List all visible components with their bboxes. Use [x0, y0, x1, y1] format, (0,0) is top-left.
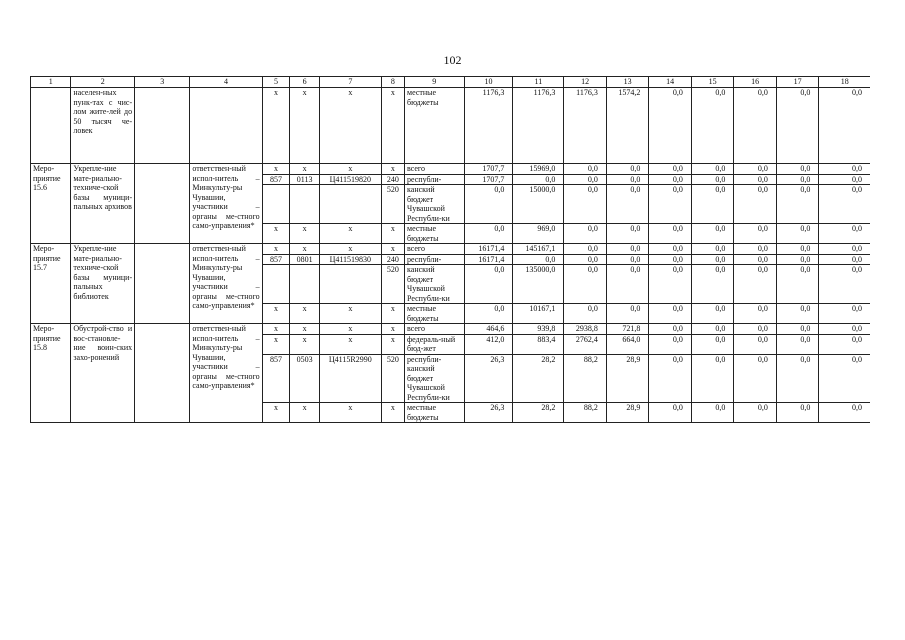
source-cell: всего	[405, 244, 465, 255]
value-cell: 0,0	[819, 224, 870, 244]
header-cell: 9	[405, 77, 465, 88]
source-cell: республи-канский бюджет Чувашской Республи-ки	[405, 354, 465, 403]
value-cell: 0,0	[734, 185, 777, 224]
source-cell: республи-	[405, 174, 465, 185]
value-cell: 0,0	[819, 334, 870, 354]
value-cell: 0,0	[734, 174, 777, 185]
code-cell: x	[381, 403, 404, 423]
value-cell: 0,0	[606, 174, 649, 185]
code-cell	[262, 185, 290, 224]
value-cell: 0,0	[776, 224, 819, 244]
code-cell: x	[381, 304, 404, 324]
value-cell: 0,0	[649, 88, 692, 164]
code-cell: x	[290, 403, 320, 423]
value-cell: 0,0	[776, 324, 819, 335]
measure-number	[31, 88, 71, 164]
code-cell: x	[290, 324, 320, 335]
value-cell: 0,0	[564, 174, 607, 185]
value-cell: 883,4	[513, 334, 564, 354]
code-cell: x	[320, 334, 382, 354]
value-cell: 0,0	[734, 324, 777, 335]
value-cell: 0,0	[734, 334, 777, 354]
value-cell: 1176,3	[564, 88, 607, 164]
value-cell: 664,0	[606, 334, 649, 354]
header-cell: 18	[819, 77, 870, 88]
header-cell: 15	[691, 77, 734, 88]
value-cell: 0,0	[649, 324, 692, 335]
code-cell: x	[320, 324, 382, 335]
code-cell: Ц411519830	[320, 254, 382, 265]
value-cell: 0,0	[606, 304, 649, 324]
value-cell: 16171,4	[464, 244, 513, 255]
value-cell: 1574,2	[606, 88, 649, 164]
code-cell: 240	[381, 174, 404, 185]
value-cell: 939,8	[513, 324, 564, 335]
header-cell: 1	[31, 77, 71, 88]
column-3-cell	[135, 164, 190, 244]
value-cell: 1176,3	[464, 88, 513, 164]
value-cell: 0,0	[606, 254, 649, 265]
value-cell: 0,0	[564, 164, 607, 175]
value-cell: 0,0	[776, 403, 819, 423]
value-cell: 1707,7	[464, 174, 513, 185]
value-cell: 0,0	[564, 224, 607, 244]
value-cell: 0,0	[734, 224, 777, 244]
value-cell: 0,0	[819, 174, 870, 185]
executor: ответствен-ный испол-нитель – Минкульту-ры Чувашии, участники – органы ме-стного само-управления*	[190, 164, 262, 244]
budget-table	[30, 76, 870, 423]
value-cell: 0,0	[649, 403, 692, 423]
header-cell: 5	[262, 77, 290, 88]
code-cell: 857	[262, 254, 290, 265]
value-cell: 0,0	[776, 88, 819, 164]
value-cell: 0,0	[513, 254, 564, 265]
source-cell: федераль-ный бюд-жет	[405, 334, 465, 354]
value-cell: 28,9	[606, 354, 649, 403]
code-cell: x	[262, 224, 290, 244]
code-cell: 0113	[290, 174, 320, 185]
value-cell: 0,0	[464, 224, 513, 244]
value-cell: 0,0	[606, 185, 649, 224]
value-cell: 2938,8	[564, 324, 607, 335]
value-cell: 0,0	[691, 304, 734, 324]
value-cell: 0,0	[734, 265, 777, 304]
value-cell: 0,0	[734, 88, 777, 164]
page-number: 102	[443, 53, 462, 67]
value-cell: 0,0	[649, 254, 692, 265]
value-cell: 10167,1	[513, 304, 564, 324]
value-cell: 0,0	[606, 164, 649, 175]
value-cell: 0,0	[564, 244, 607, 255]
value-cell: 0,0	[819, 354, 870, 403]
measure-number: Меро-приятие 15.8	[31, 324, 71, 423]
header-cell: 11	[513, 77, 564, 88]
value-cell: 0,0	[606, 244, 649, 255]
value-cell: 0,0	[776, 254, 819, 265]
value-cell: 0,0	[649, 244, 692, 255]
code-cell: Ц4115R2990	[320, 354, 382, 403]
value-cell: 0,0	[649, 304, 692, 324]
source-cell: всего	[405, 164, 465, 175]
code-cell: Ц411519820	[320, 174, 382, 185]
value-cell: 0,0	[649, 164, 692, 175]
code-cell: x	[290, 304, 320, 324]
measure-name: населен-ных пунк-тах с чис-лом жите-лей до 50 тысяч че-ловек	[71, 88, 135, 164]
value-cell: 0,0	[734, 164, 777, 175]
column-3-cell	[135, 88, 190, 164]
code-cell: x	[320, 244, 382, 255]
value-cell: 0,0	[691, 334, 734, 354]
value-cell: 145167,1	[513, 244, 564, 255]
value-cell: 0,0	[691, 324, 734, 335]
value-cell: 0,0	[606, 224, 649, 244]
value-cell: 16171,4	[464, 254, 513, 265]
value-cell: 0,0	[819, 244, 870, 255]
header-cell: 13	[606, 77, 649, 88]
value-cell: 0,0	[649, 174, 692, 185]
measure-number: Меро-приятие 15.7	[31, 244, 71, 324]
value-cell: 0,0	[649, 334, 692, 354]
value-cell: 0,0	[691, 174, 734, 185]
value-cell: 0,0	[776, 244, 819, 255]
value-cell: 0,0	[734, 254, 777, 265]
value-cell: 1707,7	[464, 164, 513, 175]
value-cell: 464,6	[464, 324, 513, 335]
value-cell: 0,0	[606, 265, 649, 304]
value-cell: 26,3	[464, 354, 513, 403]
value-cell: 0,0	[691, 224, 734, 244]
code-cell: x	[262, 334, 290, 354]
value-cell: 0,0	[819, 403, 870, 423]
value-cell: 0,0	[819, 185, 870, 224]
value-cell: 0,0	[734, 244, 777, 255]
header-cell: 12	[564, 77, 607, 88]
value-cell: 0,0	[776, 334, 819, 354]
value-cell: 0,0	[734, 304, 777, 324]
value-cell: 0,0	[649, 354, 692, 403]
code-cell: x	[262, 324, 290, 335]
header-cell: 16	[734, 77, 777, 88]
source-cell: местные бюджеты	[405, 304, 465, 324]
value-cell: 969,0	[513, 224, 564, 244]
value-cell: 0,0	[464, 265, 513, 304]
source-cell: всего	[405, 324, 465, 335]
code-cell: 520	[381, 185, 404, 224]
value-cell: 0,0	[776, 265, 819, 304]
value-cell: 0,0	[564, 304, 607, 324]
source-cell: канский бюджет Чувашской Республи-ки	[405, 185, 465, 224]
value-cell: 0,0	[691, 354, 734, 403]
value-cell: 0,0	[691, 88, 734, 164]
value-cell: 0,0	[649, 185, 692, 224]
value-cell: 0,0	[819, 254, 870, 265]
measure-name: Укрепле-ние мате-риально-техниче-ской базы муници-пальных архивов	[71, 164, 135, 244]
value-cell: 28,2	[513, 354, 564, 403]
value-cell: 0,0	[564, 265, 607, 304]
code-cell: x	[320, 304, 382, 324]
value-cell: 0,0	[776, 304, 819, 324]
value-cell: 0,0	[819, 324, 870, 335]
code-cell: x	[290, 224, 320, 244]
code-cell: 857	[262, 354, 290, 403]
code-cell: x	[381, 324, 404, 335]
header-cell: 6	[290, 77, 320, 88]
header-cell: 4	[190, 77, 262, 88]
code-cell	[262, 265, 290, 304]
table-row	[31, 324, 871, 335]
source-cell: местные бюджеты	[405, 224, 465, 244]
table-row	[31, 164, 871, 175]
code-cell: x	[320, 224, 382, 244]
column-3-cell	[135, 244, 190, 324]
code-cell: x	[262, 403, 290, 423]
code-cell: x	[290, 164, 320, 175]
code-cell: x	[262, 88, 290, 164]
code-cell: 857	[262, 174, 290, 185]
value-cell: 0,0	[691, 265, 734, 304]
value-cell: 0,0	[776, 354, 819, 403]
value-cell: 28,2	[513, 403, 564, 423]
executor	[190, 88, 262, 164]
source-cell: местные бюджеты	[405, 88, 465, 164]
code-cell: x	[381, 164, 404, 175]
header-cell: 17	[776, 77, 819, 88]
value-cell: 0,0	[564, 185, 607, 224]
code-cell: x	[381, 244, 404, 255]
source-cell: республи-	[405, 254, 465, 265]
measure-name: Укрепле-ние мате-риально-техниче-ской базы муници-пальных библиотек	[71, 244, 135, 324]
value-cell: 88,2	[564, 403, 607, 423]
value-cell: 0,0	[819, 88, 870, 164]
code-cell: x	[320, 88, 382, 164]
value-cell: 721,8	[606, 324, 649, 335]
code-cell: 0801	[290, 254, 320, 265]
code-cell: x	[290, 244, 320, 255]
executor: ответствен-ный испол-нитель – Минкульту-ры Чувашии, участники – органы ме-стного само-управления*	[190, 244, 262, 324]
value-cell: 0,0	[819, 265, 870, 304]
value-cell: 0,0	[819, 304, 870, 324]
value-cell: 0,0	[819, 164, 870, 175]
value-cell: 15000,0	[513, 185, 564, 224]
code-cell: x	[262, 244, 290, 255]
code-cell: 520	[381, 265, 404, 304]
code-cell: x	[381, 334, 404, 354]
value-cell: 0,0	[776, 185, 819, 224]
header-cell: 8	[381, 77, 404, 88]
code-cell: x	[290, 88, 320, 164]
header-cell: 2	[71, 77, 135, 88]
value-cell: 0,0	[513, 174, 564, 185]
value-cell: 28,9	[606, 403, 649, 423]
continuation-row	[31, 88, 871, 164]
measure-name: Обустрой-ство и вос-становле-ние воин-ских захо-ронений	[71, 324, 135, 423]
source-cell: местные бюджеты	[405, 403, 465, 423]
value-cell: 0,0	[691, 244, 734, 255]
value-cell: 0,0	[464, 304, 513, 324]
value-cell: 0,0	[649, 224, 692, 244]
table-row	[31, 244, 871, 255]
value-cell: 0,0	[691, 185, 734, 224]
code-cell: x	[290, 334, 320, 354]
code-cell: x	[320, 403, 382, 423]
value-cell: 0,0	[649, 265, 692, 304]
header-cell: 10	[464, 77, 513, 88]
value-cell: 0,0	[691, 254, 734, 265]
value-cell: 2762,4	[564, 334, 607, 354]
code-cell: x	[262, 164, 290, 175]
source-cell: канский бюджет Чувашской Республи-ки	[405, 265, 465, 304]
measure-number: Меро-приятие 15.6	[31, 164, 71, 244]
header-cell: 14	[649, 77, 692, 88]
code-cell: 240	[381, 254, 404, 265]
value-cell: 0,0	[464, 185, 513, 224]
value-cell: 0,0	[691, 164, 734, 175]
executor: ответствен-ный испол-нитель – Минкульту-ры Чувашии, участники – органы ме-стного само-управления*	[190, 324, 262, 423]
code-cell	[320, 265, 382, 304]
code-cell: x	[262, 304, 290, 324]
value-cell: 0,0	[734, 354, 777, 403]
value-cell: 0,0	[564, 254, 607, 265]
value-cell: 26,3	[464, 403, 513, 423]
value-cell: 135000,0	[513, 265, 564, 304]
value-cell: 0,0	[691, 403, 734, 423]
code-cell: x	[320, 164, 382, 175]
value-cell: 88,2	[564, 354, 607, 403]
code-cell: 520	[381, 354, 404, 403]
code-cell	[320, 185, 382, 224]
header-row	[31, 77, 871, 88]
code-cell: 0503	[290, 354, 320, 403]
code-cell: x	[381, 88, 404, 164]
header-cell: 7	[320, 77, 382, 88]
code-cell	[290, 265, 320, 304]
value-cell: 1176,3	[513, 88, 564, 164]
header-cell: 3	[135, 77, 190, 88]
column-3-cell	[135, 324, 190, 423]
value-cell: 412,0	[464, 334, 513, 354]
code-cell	[290, 185, 320, 224]
code-cell: x	[381, 224, 404, 244]
value-cell: 0,0	[776, 174, 819, 185]
value-cell: 0,0	[776, 164, 819, 175]
value-cell: 0,0	[734, 403, 777, 423]
value-cell: 15969,0	[513, 164, 564, 175]
